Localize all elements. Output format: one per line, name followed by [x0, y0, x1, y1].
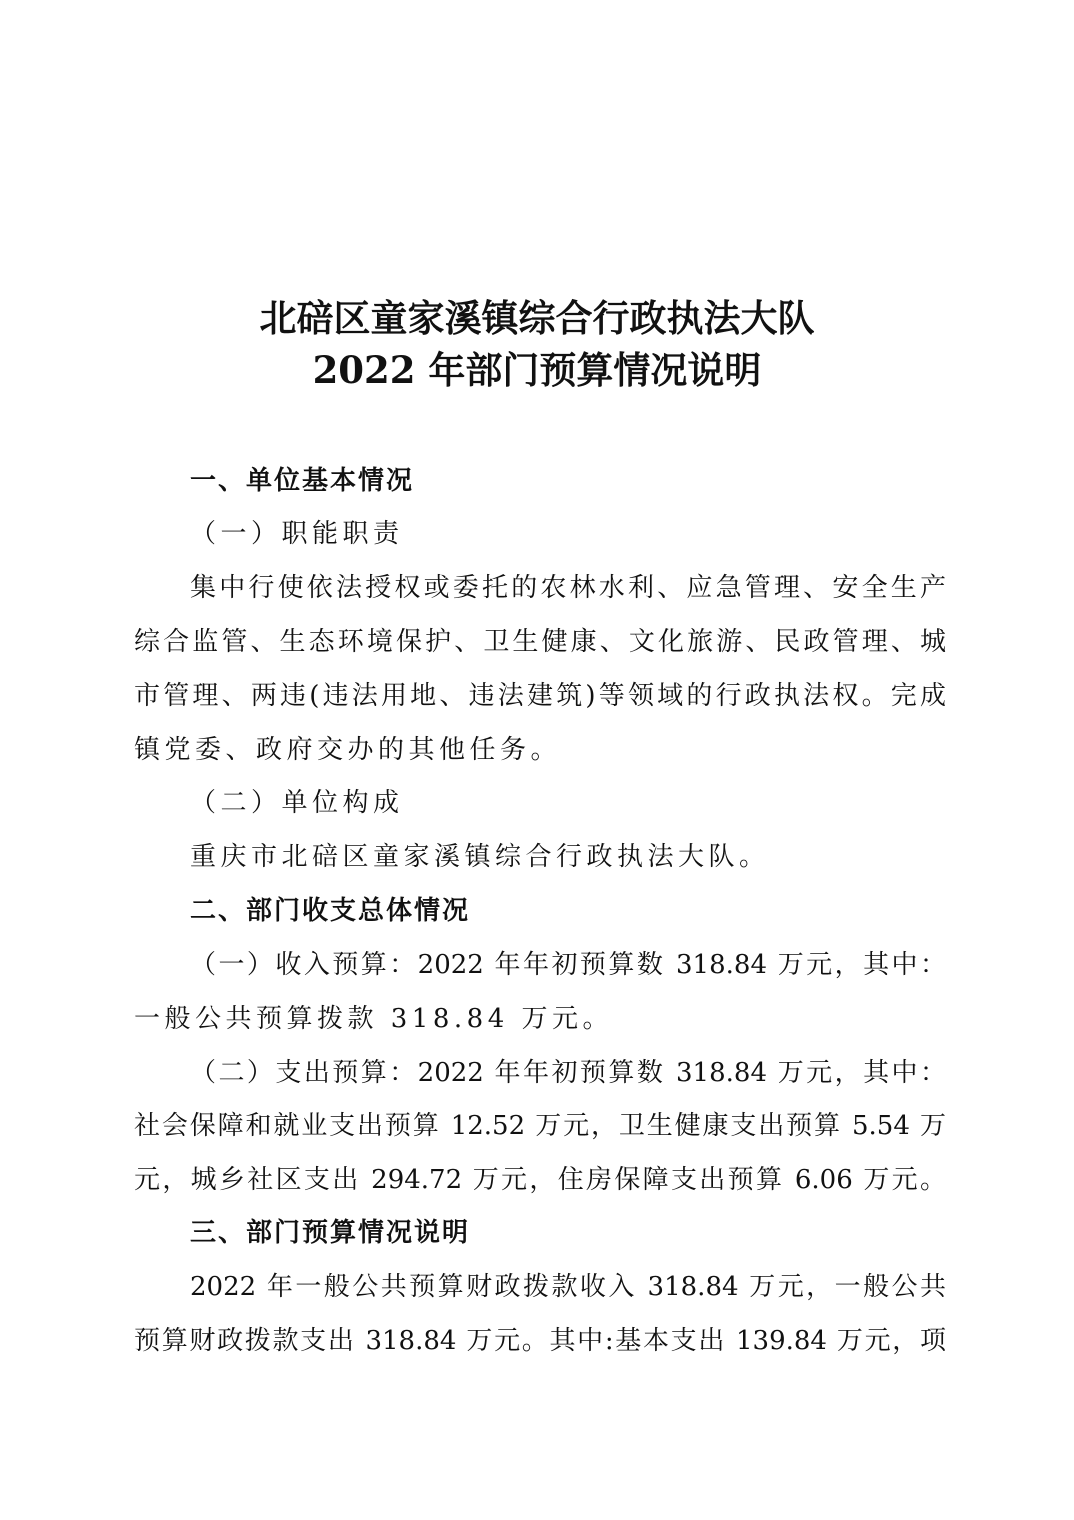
paragraph-line: （一）收入预算：2022 年年初预算数 318.84 万元，其中：	[190, 950, 946, 980]
document-title-line-1: 北碚区童家溪镇综合行政执法大队	[259, 296, 815, 340]
paragraph-line: 预算财政拨款支出 318.84 万元。其中:基本支出 139.84 万元，项	[134, 1326, 946, 1356]
paragraph-line: 2022 年一般公共预算财政拨款收入 318.84 万元，一般公共	[190, 1272, 946, 1302]
paragraph-line: 重庆市北碚区童家溪镇综合行政执法大队。	[190, 842, 770, 872]
section-1-heading: 一、单位基本情况	[190, 466, 415, 496]
section-3-heading: 三、部门预算情况说明	[190, 1218, 471, 1248]
paragraph-line: 社会保障和就业支出预算 12.52 万元，卫生健康支出预算 5.54 万	[134, 1111, 946, 1141]
paragraph-line: 镇党委、政府交办的其他任务。	[134, 735, 562, 765]
paragraph-line: 一般公共预算拨款 318.84 万元。	[134, 1004, 614, 1034]
paragraph-line: 元，城乡社区支出 294.72 万元，住房保障支出预算 6.06 万元。	[134, 1165, 946, 1195]
paragraph-line: 综合监管、生态环境保护、卫生健康、文化旅游、民政管理、城	[134, 627, 946, 657]
paragraph-line: 市管理、两违(违法用地、违法建筑)等领域的行政执法权。完成	[134, 681, 946, 711]
paragraph-line: 集中行使依法授权或委托的农林水利、应急管理、安全生产	[190, 573, 946, 603]
paragraph-line: （二）支出预算：2022 年年初预算数 318.84 万元，其中：	[190, 1058, 946, 1088]
section-2-heading: 二、部门收支总体情况	[190, 896, 471, 926]
document-title-line-2: 2022 年部门预算情况说明	[312, 348, 762, 392]
section-1-sub1-heading: （一）职能职责	[190, 519, 404, 549]
section-1-sub2-heading: （二）单位构成	[190, 788, 404, 818]
